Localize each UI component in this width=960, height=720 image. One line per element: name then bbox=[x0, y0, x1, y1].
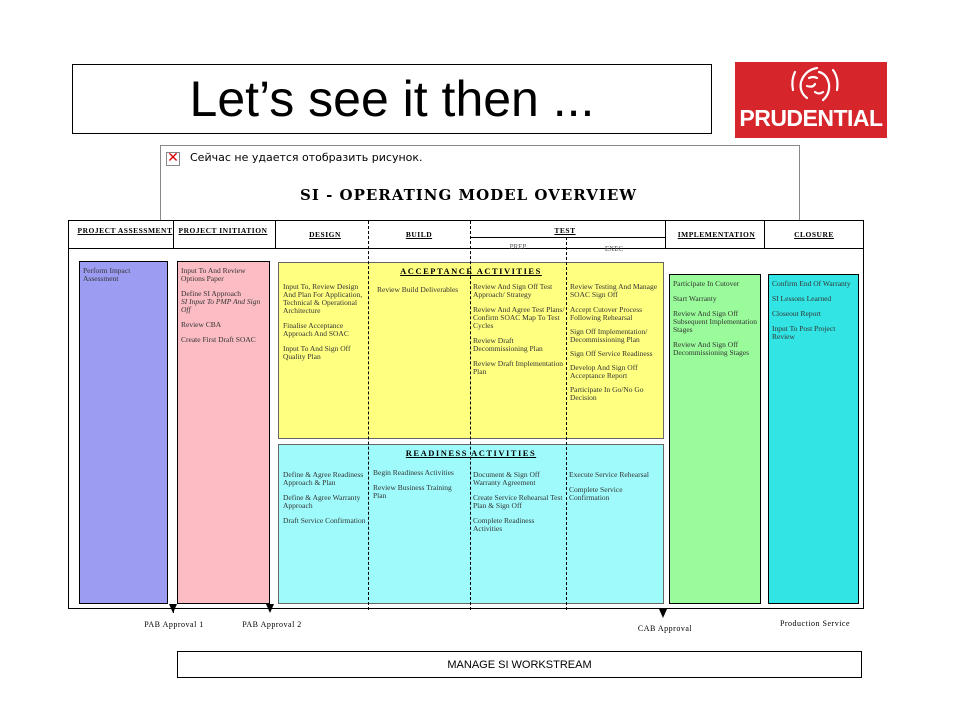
test-subheader-line bbox=[471, 237, 665, 238]
closure-item: Confirm End Of Warranty bbox=[772, 279, 851, 288]
readiness-build-list bbox=[373, 469, 463, 507]
initiation-item: Define SI Approach bbox=[181, 289, 241, 298]
implementation-item: Review And Sign Off Decommissioning Stages bbox=[673, 340, 750, 357]
slide-title-box bbox=[72, 64, 712, 134]
readiness-prep-item: Create Service Rehearsal Test Plan & Sign Off bbox=[473, 493, 563, 510]
assessment-column bbox=[79, 261, 168, 604]
readiness-prep-item: Document & Sign Off Warranty Agreement bbox=[473, 470, 540, 487]
acceptance-prep-item: Review And Sign Off Test Approach/ Strategy bbox=[473, 282, 553, 299]
prudential-logo bbox=[735, 62, 887, 138]
broken-image-icon: ✕ bbox=[167, 150, 179, 166]
milestone-pab-approval-2: PAB Approval 2 bbox=[242, 620, 302, 629]
initiation-item: SI Input To PMP And Sign Off bbox=[181, 297, 261, 314]
header-separator bbox=[173, 221, 174, 249]
broken-image-message: Сейчас не удается отобразить рисунок. bbox=[190, 151, 423, 164]
acceptance-activities-title: ACCEPTANCE ACTIVITIES bbox=[400, 266, 542, 276]
assessment-item: Perform Impact Assessment bbox=[83, 266, 131, 283]
readiness-prep-list bbox=[473, 471, 565, 540]
acceptance-design-list bbox=[283, 283, 369, 368]
header-separator bbox=[665, 221, 666, 249]
closure-item: Input To Post Project Review bbox=[772, 324, 836, 341]
milestone-arrow bbox=[659, 609, 667, 618]
readiness-build-item: Begin Readiness Activities bbox=[373, 468, 454, 477]
model-title: SI - OPERATING MODEL OVERVIEW bbox=[300, 186, 638, 204]
header-divider bbox=[69, 248, 863, 249]
readiness-design-item: Define & Agree Readiness Approach & Plan bbox=[283, 470, 364, 487]
initiation-item: Create First Draft SOAC bbox=[181, 335, 256, 344]
readiness-exec-list bbox=[569, 471, 659, 509]
readiness-design-list bbox=[283, 471, 369, 532]
closure-column bbox=[768, 274, 859, 604]
acceptance-build-list bbox=[377, 286, 465, 301]
readiness-prep-item: Complete Readiness Activities bbox=[473, 516, 535, 533]
manage-si-workstream-bar bbox=[177, 651, 862, 678]
initiation-item: Input To And Review Options Paper bbox=[181, 266, 246, 283]
acceptance-build-item: Review Build Deliverables bbox=[377, 285, 459, 294]
acceptance-exec-list bbox=[570, 283, 663, 409]
acceptance-exec-item: Accept Cutover Process Following Rehearsal bbox=[570, 305, 643, 322]
prudence-head-icon bbox=[735, 62, 887, 110]
readiness-design-item: Draft Service Confirmation bbox=[283, 516, 366, 525]
acceptance-design-item: Input To, Review Design And Plan For Application, Technical & Operational Architecture bbox=[283, 282, 363, 315]
operating-model-diagram bbox=[68, 220, 864, 609]
workstream-label: MANAGE SI WORKSTREAM bbox=[447, 658, 592, 671]
readiness-design-item: Define & Agree Warranty Approach bbox=[283, 493, 361, 510]
acceptance-design-item: Input To And Sign Off Quality Plan bbox=[283, 344, 351, 361]
header-separator bbox=[275, 221, 276, 249]
phase-header-build: BUILD bbox=[405, 230, 433, 239]
milestone-production-service: Production Service bbox=[779, 619, 851, 628]
acceptance-exec-item: Sign Off Implementation/ Decommissioning Plan bbox=[570, 327, 648, 344]
implementation-item: Review And Sign Off Subsequent Implementation Stages bbox=[673, 309, 757, 334]
phase-header-assessment: PROJECT ASSESSMENT bbox=[77, 226, 173, 235]
milestone-arrow bbox=[266, 604, 274, 613]
phase-header-initiation: PROJECT INITIATION bbox=[178, 226, 268, 235]
acceptance-exec-item: Participate In Go/No Go Decision bbox=[570, 385, 644, 402]
implementation-column bbox=[669, 274, 761, 604]
phase-header-design: DESIGN bbox=[309, 230, 341, 239]
initiation-column bbox=[177, 261, 270, 604]
phase-divider-design-build bbox=[368, 221, 369, 610]
phase-divider-build-test bbox=[470, 221, 471, 610]
logo-wordmark: PRUDENTIAL bbox=[739, 105, 883, 131]
phase-header-test: TEST bbox=[554, 226, 576, 235]
closure-item: SI Lessons Learned bbox=[772, 294, 832, 303]
test-subphase-exec: EXEC bbox=[604, 245, 624, 253]
implementation-item: Participate In Cutover bbox=[673, 279, 740, 288]
phase-header-implementation: IMPLEMENTATION bbox=[677, 230, 756, 239]
readiness-exec-item: Complete Service Confirmation bbox=[569, 485, 623, 502]
phase-header-closure: CLOSURE bbox=[794, 230, 834, 239]
acceptance-prep-item: Review Draft Implementation Plan bbox=[473, 359, 563, 376]
implementation-item: Start Warranty bbox=[673, 294, 717, 303]
acceptance-exec-item: Review Testing And Manage SOAC Sign Off bbox=[570, 282, 658, 299]
header-separator bbox=[764, 221, 765, 249]
acceptance-prep-item: Review Draft Decommissioning Plan bbox=[473, 336, 543, 353]
readiness-activities-title: READINESS ACTIVITIES bbox=[405, 448, 537, 458]
slide-title: Let’s see it then ... bbox=[189, 71, 595, 127]
acceptance-activities-box bbox=[278, 262, 664, 439]
phase-divider-prep-exec bbox=[566, 237, 567, 610]
acceptance-prep-list bbox=[473, 283, 567, 383]
readiness-activities-box bbox=[278, 444, 664, 604]
acceptance-exec-item: Develop And Sign Off Acceptance Report bbox=[570, 363, 638, 380]
milestone-cab-approval: CAB Approval bbox=[637, 624, 693, 633]
readiness-build-item: Review Business Training Plan bbox=[373, 483, 452, 500]
readiness-exec-item: Execute Service Rehearsal bbox=[569, 470, 649, 479]
initiation-item: Review CBA bbox=[181, 320, 222, 329]
test-subphase-prep: PREP bbox=[509, 243, 527, 251]
milestone-arrow bbox=[169, 604, 177, 613]
acceptance-exec-item: Sign Off Service Readiness bbox=[570, 349, 653, 358]
closure-item: Closeout Report bbox=[772, 309, 821, 318]
acceptance-design-item: Finalise Acceptance Approach And SOAC bbox=[283, 321, 349, 338]
milestone-pab-approval-1: PAB Approval 1 bbox=[144, 620, 204, 629]
acceptance-prep-item: Review And Agree Test Plans/ Confirm SOAC Map To Test Cycles bbox=[473, 305, 565, 330]
